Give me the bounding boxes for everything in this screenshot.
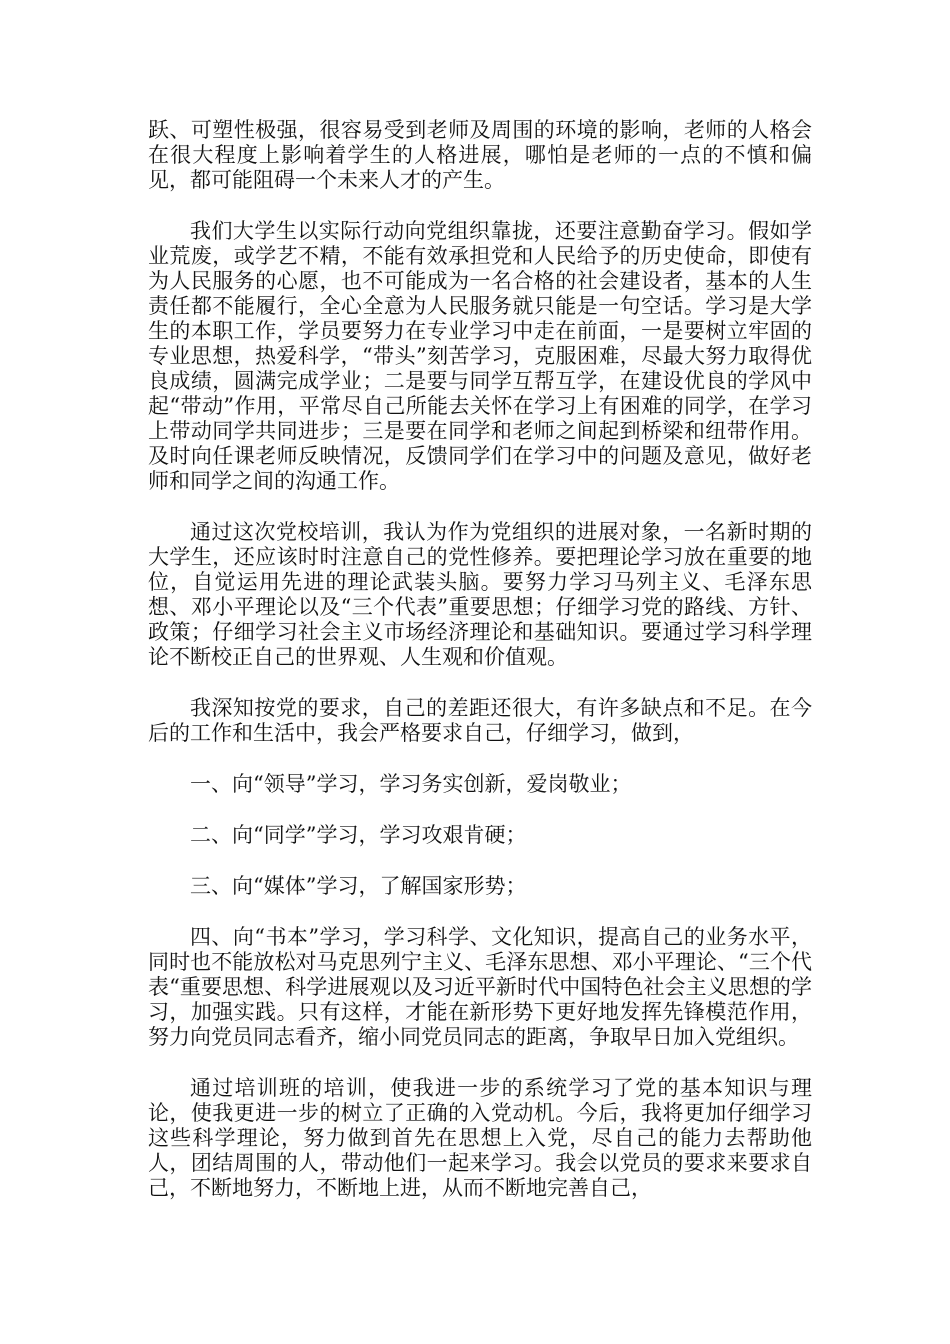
paragraph-self-requirement: 我深知按党的要求，自己的差距还很大，有许多缺点和不足。在今后的工作和生活中，我会严格要求自己，仔细学习，做到，	[148, 696, 812, 745]
paragraph-training-summary: 通过培训班的培训，使我进一步的系统学习了党的基本知识与理论，使我更进一步的树立了正确的入党动机。今后，我将更加仔细学习这些科学理论，努力做到首先在思想上入党，尽自己的能力去帮助他人，团结周围的人，带动他们一起来学习。我会以党员的要求来要求自己，不断地努力，不断地上进，从而不断地完善自己，	[148, 1076, 812, 1200]
list-item-classmates: 二、向“同学”学习，学习攻艰肯硬；	[190, 823, 527, 847]
paragraph-continuation: 跃、可塑性极强，很容易受到老师及周围的环境的影响，老师的人格会在很大程度上影响着学生的人格进展，哪怕是老师的一点的不慎和偏见，都可能阻碍一个未来人才的产生。	[148, 118, 812, 192]
paragraph-party-cultivation: 通过这次党校培训，我认为作为党组织的进展对象，一名新时期的大学生，还应该时时注意自己的党性修养。要把理论学习放在重要的地位，自觉运用先进的理论武装头脑。要努力学习马列主义、毛泽东思想、邓小平理论以及“三个代表”重要思想；仔细学习党的路线、方针、政策；仔细学习社会主义市场经济理论和基础知识。要通过学习科学理论不断校正自己的世界观、人生观和价值观。	[148, 520, 812, 669]
paragraph-books: 四、向“书本”学习，学习科学、文化知识，提高自己的业务水平，同时也不能放松对马克思列宁主义、毛泽东思想、邓小平理论、“三个代表“重要思想、科学进展观以及习近平新时代中国特色社会主义思想的学习，加强实践。只有这样，才能在新形势下更好地发挥先锋模范作用，努力向党员同志看齐，缩小同党员同志的距离，争取早日加入党组织。	[148, 925, 812, 1049]
paragraph-study-diligently: 我们大学生以实际行动向党组织靠拢，还要注意勤奋学习。假如学业荒废，或学艺不精，不能有效承担党和人民给予的历史使命，即使有为人民服务的心愿，也不可能成为一名合格的社会建设者，基本的人生责任都不能履行，全心全意为人民服务就只能是一句空话。学习是大学生的本职工作，学员要努力在专业学习中走在前面，一是要树立牢固的专业思想，热爱科学，“带头”刻苦学习，克服困难，尽最大努力取得优良成绩，圆满完成学业；二是要与同学互帮互学，在建设优良的学风中起“带动”作用，平常尽自己所能去关怀在学习上有困难的同学，在学习上带动同学共同进步；三是要在同学和老师之间起到桥梁和纽带作用。及时向任课老师反映情况，反馈同学们在学习中的问题及意见，做好老师和同学之间的沟通工作。	[148, 219, 812, 493]
list-item-leader: 一、向“领导”学习，学习务实创新，爱岗敬业；	[190, 772, 632, 796]
list-item-media: 三、向“媒体”学习，了解国家形势；	[190, 874, 527, 898]
document-body	[148, 118, 812, 1227]
